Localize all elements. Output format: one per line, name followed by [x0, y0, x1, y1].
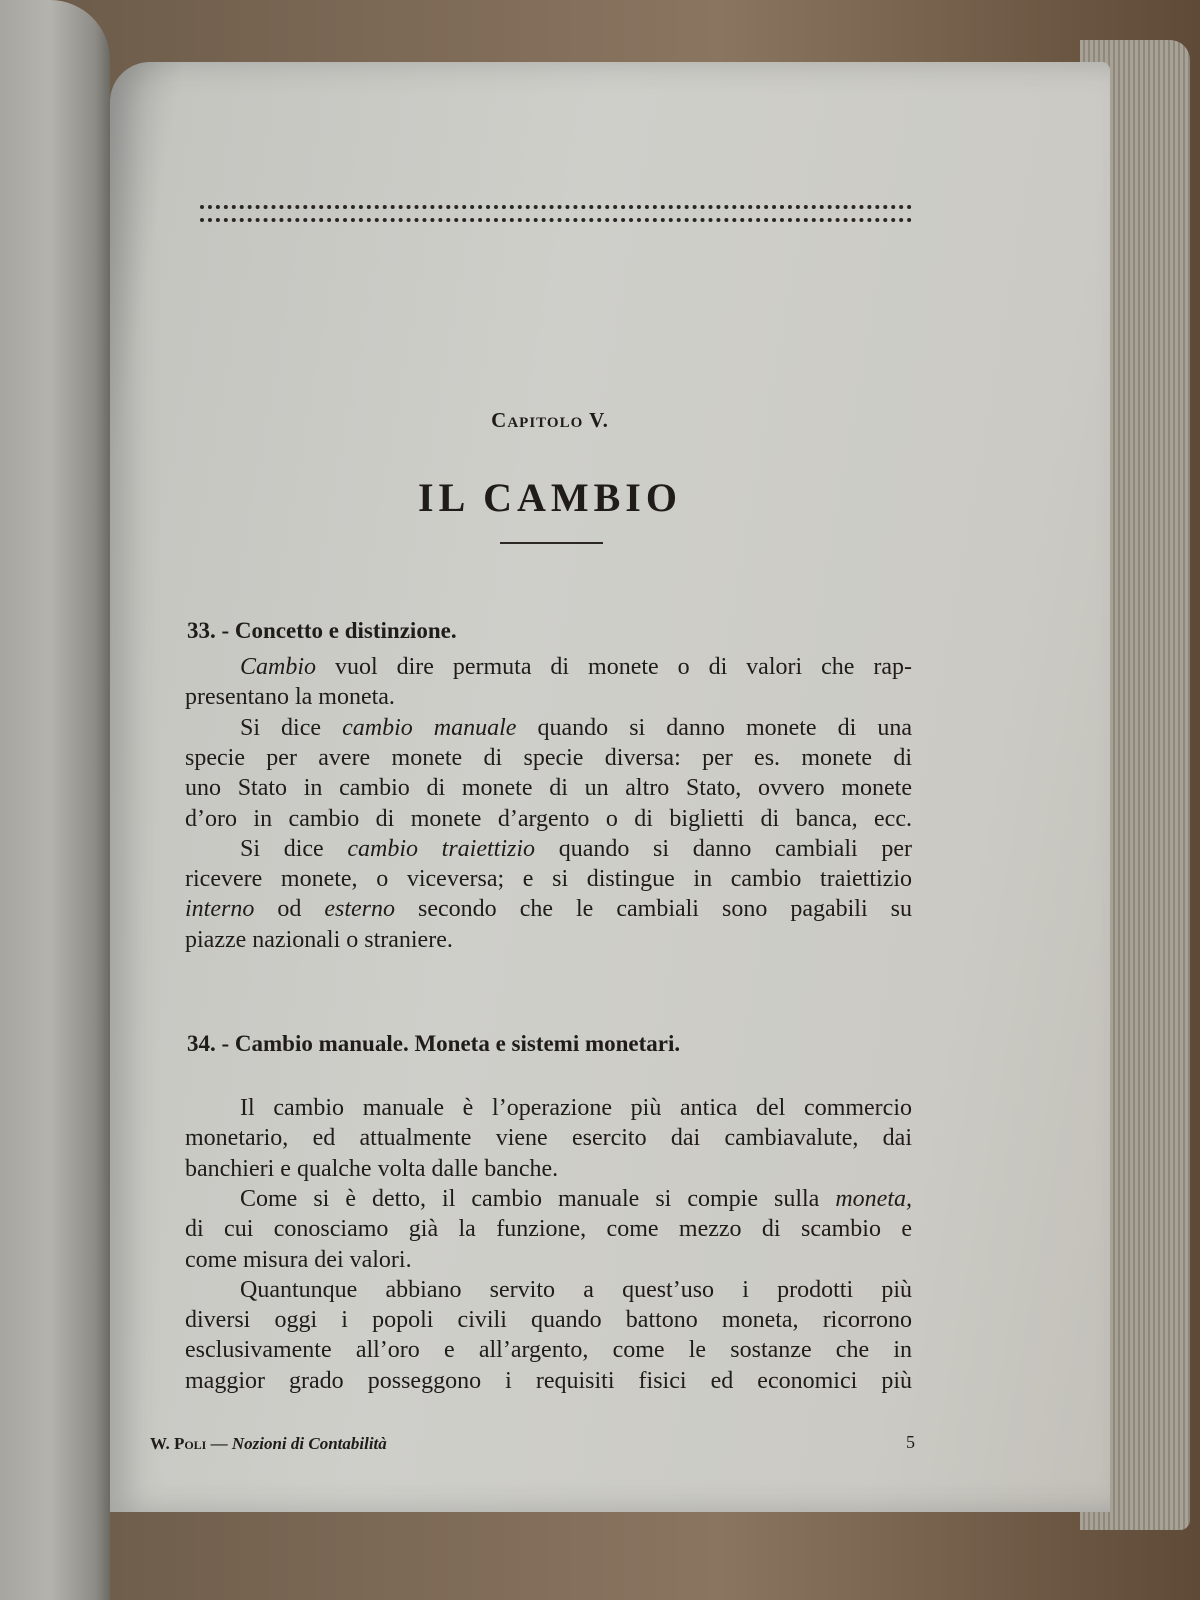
italic-term: interno	[185, 896, 255, 923]
text-segment: quando si danno cambiali per	[535, 835, 912, 862]
text-line	[185, 743, 912, 773]
italic-term: cambio manuale	[342, 714, 517, 741]
text-line	[185, 1305, 912, 1335]
left-page	[0, 0, 110, 1600]
text-line	[185, 804, 912, 834]
text-segment: diversi oggi i popoli civili quando battono moneta, ricorrono	[185, 1307, 912, 1334]
text-segment: Si dice	[240, 835, 348, 862]
text-segment: uno Stato in cambio di monete di un altro Stato, ovvero monete	[185, 775, 912, 802]
text-segment: ricevere monete, o viceversa; e si distingue in cambio traiettizio	[185, 866, 912, 893]
section-heading-34: 34. - Cambio manuale. Moneta e sistemi monetari.	[187, 1031, 681, 1056]
text-segment: Quantunque abbiano servito a quest’uso i prodotti più	[240, 1276, 912, 1303]
text-line	[240, 713, 912, 743]
dotted-rule-bottom	[200, 218, 912, 222]
footer-separator: —	[206, 1434, 232, 1453]
text-line	[185, 1154, 912, 1184]
footer-book-title: Nozioni di Contabilità	[231, 1434, 387, 1453]
running-footer	[150, 1434, 387, 1454]
footer-author: W. Poli	[150, 1434, 207, 1453]
italic-term: moneta,	[835, 1185, 912, 1212]
text-line	[185, 1214, 912, 1244]
text-segment: secondo che le cambiali sono pagabili su	[395, 896, 912, 923]
text-segment: vuol dire permuta di monete o di valori che rap-	[316, 654, 912, 680]
text-segment: presentano la moneta.	[185, 684, 395, 711]
text-line	[240, 1093, 912, 1123]
text-segment: Si dice	[240, 714, 343, 741]
text-line	[185, 864, 912, 894]
text-segment: od	[254, 896, 325, 923]
text-segment: monetario, ed attualmente viene esercito dai cambiavalute, dai	[185, 1125, 912, 1152]
text-line	[185, 1245, 912, 1275]
text-line	[185, 894, 912, 924]
italic-term: cambio traiettizio	[347, 835, 536, 862]
text-segment: banchieri e qualche volta dalle banche.	[185, 1155, 559, 1182]
text-line	[240, 1184, 912, 1214]
chapter-label: Capitolo V.	[491, 408, 609, 432]
text-segment: di cui conosciamo già la funzione, come mezzo di scambio e	[185, 1216, 912, 1243]
italic-term: Cambio	[240, 654, 317, 680]
dotted-rule-top	[200, 205, 912, 209]
text-segment: Come si è detto, il cambio manuale si compie sulla	[240, 1185, 836, 1212]
text-line	[185, 925, 912, 955]
text-line	[185, 1366, 912, 1396]
text-segment: maggior grado posseggono i requisiti fisici ed economici più	[185, 1367, 912, 1394]
text-segment: come misura dei valori.	[185, 1246, 412, 1273]
text-line	[240, 834, 912, 864]
text-segment: piazze nazionali o straniere.	[185, 926, 453, 953]
text-segment: quando si danno monete di una	[516, 714, 912, 741]
text-line	[185, 773, 912, 803]
page-number: 5	[906, 1432, 915, 1452]
italic-term: esterno	[324, 896, 396, 923]
text-line	[240, 652, 912, 682]
text-line	[185, 1335, 912, 1365]
chapter-title: IL CAMBIO	[418, 475, 682, 520]
text-line	[240, 1275, 912, 1305]
title-underline	[500, 542, 603, 544]
text-segment: d’oro in cambio di monete d’argento o di biglietti di banca, ecc.	[185, 805, 912, 832]
text-segment: specie per avere monete di specie diversa: per es. monete di	[185, 744, 912, 771]
text-line	[185, 1123, 912, 1153]
text-segment: esclusivamente all’oro e all’argento, come le sostanze che in	[185, 1337, 912, 1364]
text-line	[185, 682, 912, 712]
section-heading-33: 33. - Concetto e distinzione.	[187, 618, 457, 643]
text-segment: Il cambio manuale è l’operazione più antica del commercio	[240, 1095, 912, 1121]
